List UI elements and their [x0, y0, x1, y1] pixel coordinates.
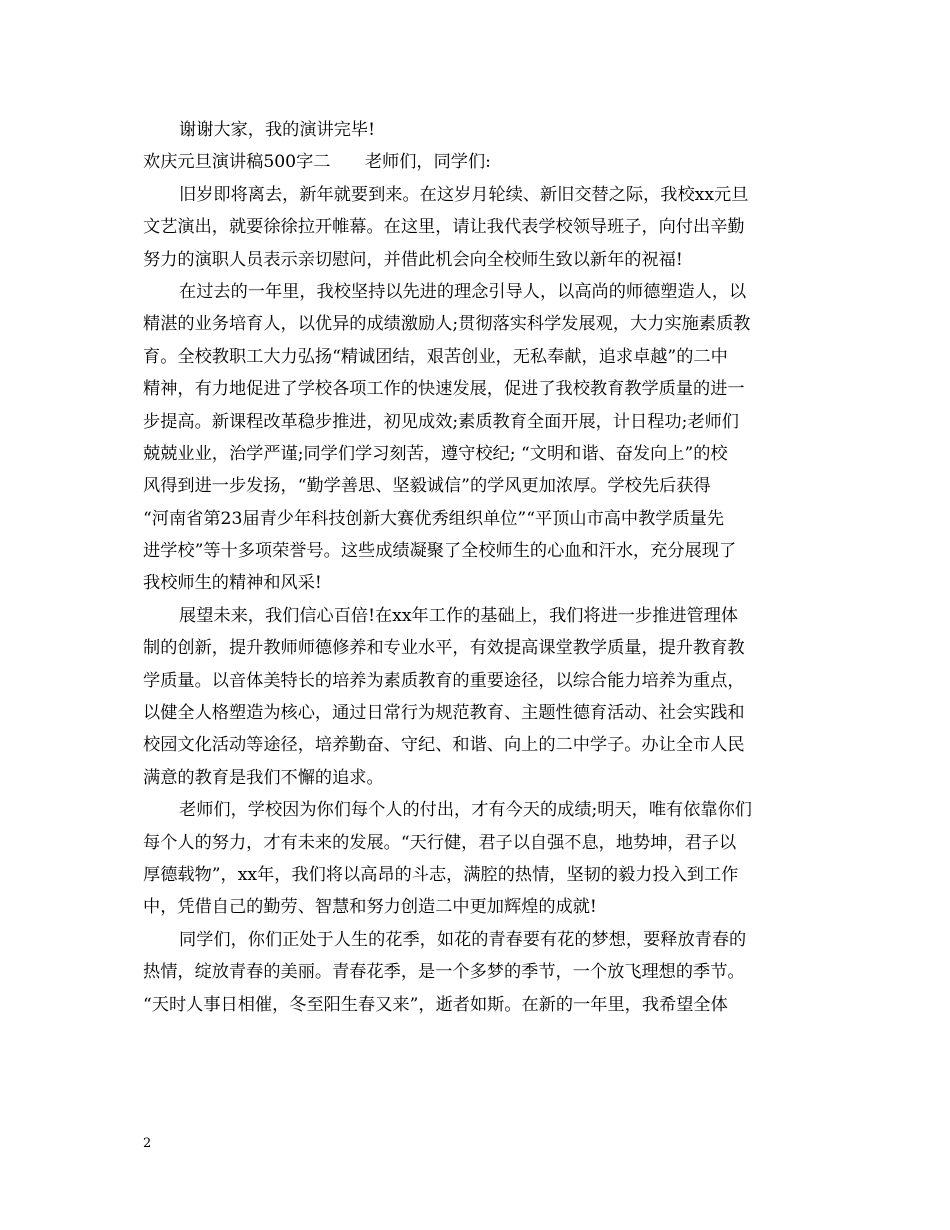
text-line: 老师们，学校因为你们每个人的付出，才有今天的成绩;明天，唯有依靠你们 [179, 800, 752, 821]
text-line: 以健全人格塑造为核心，通过日常行为规范教育、主题性德育活动、社会实践和 [143, 703, 745, 724]
page-number: 2 [143, 1136, 152, 1151]
text-line: “天时人事日相催，冬至阳生春又来”，逝者如斯。在新的一年里，我希望全体 [143, 994, 728, 1015]
text-line: 厚德载物”，xx年，我们将以高昂的斗志，满腔的热情，坚韧的毅力投入到工作 [143, 864, 739, 885]
text-line: 谢谢大家，我的演讲完毕! [179, 120, 375, 140]
text-line: 旧岁即将离去，新年就要到来。在这岁月轮续、新旧交替之际，我校xx元旦 [179, 184, 749, 205]
text-line: 制的创新，提升教师师德修养和专业水平，有效提高课堂教学质量，提升教育教 [143, 638, 745, 659]
text-line: 同学们，你们正处于人生的花季，如花的青春要有花的梦想，要释放青春的 [179, 929, 747, 950]
text-line: 中，凭借自己的勤劳、智慧和努力创造二中更加辉煌的成就! [143, 897, 597, 918]
text-line: 展望未来，我们信心百倍!在xx年工作的基础上，我们将进一步推进管理体 [179, 605, 739, 626]
text-line: 在过去的一年里，我校坚持以先进的理念引导人，以高尚的师德塑造人，以 [179, 281, 747, 302]
text-line: 校园文化活动等途径，培养勤奋、守纪、和谐、向上的二中学子。办让全市人民 [143, 735, 745, 756]
text-line: 学质量。以音体美特长的培养为素质教育的重要途径，以综合能力培养为重点， [143, 670, 745, 691]
text-line: 欢庆元旦演讲稿500字二 老师们，同学们: [143, 152, 491, 173]
text-line: 每个人的努力，才有未来的发展。“天行健，君子以自强不息，地势坤，君子以 [143, 832, 737, 853]
text-line: 文艺演出，就要徐徐拉开帷幕。在这里，请让我代表学校领导班子，向付出辛勤 [143, 217, 745, 238]
text-line: “河南省第23届青少年科技创新大赛优秀组织单位”“平顶山市高中教学质量先 [143, 508, 725, 529]
document-body [143, 114, 811, 1021]
text-line: 热情，绽放青春的美丽。青春花季，是一个多梦的季节，一个放飞理想的季节。 [143, 962, 745, 983]
text-line: 兢兢业业，治学严谨;同学们学习刻苦，遵守校纪; “文明和谐、奋发向上”的校 [143, 443, 728, 464]
text-line: 精湛的业务培育人，以优异的成绩激励人;贯彻落实科学发展观，大力实施素质教 [143, 314, 751, 335]
text-line: 育。全校教职工大力弘扬“精诚团结，艰苦创业，无私奉献，追求卓越”的二中 [143, 346, 728, 367]
text-line: 步提高。新课程改革稳步推进，初见成效;素质教育全面开展，计日程功;老师们 [143, 411, 739, 432]
text-line: 进学校”等十多项荣誉号。这些成绩凝聚了全校师生的心血和汗水，充分展现了 [143, 541, 737, 562]
text-line: 风得到进一步发扬，“勤学善思、坚毅诚信”的学风更加浓厚。学校先后获得 [143, 476, 711, 497]
text-line: 努力的演职人员表示亲切慰问，并借此机会向全校师生致以新年的祝福! [143, 249, 683, 270]
text-line: 满意的教育是我们不懈的追求。 [143, 767, 384, 788]
text-line: 精神，有力地促进了学校各项工作的快速发展，促进了我校教育教学质量的进一 [143, 379, 745, 400]
text-line: 我校师生的精神和风采! [143, 573, 322, 594]
